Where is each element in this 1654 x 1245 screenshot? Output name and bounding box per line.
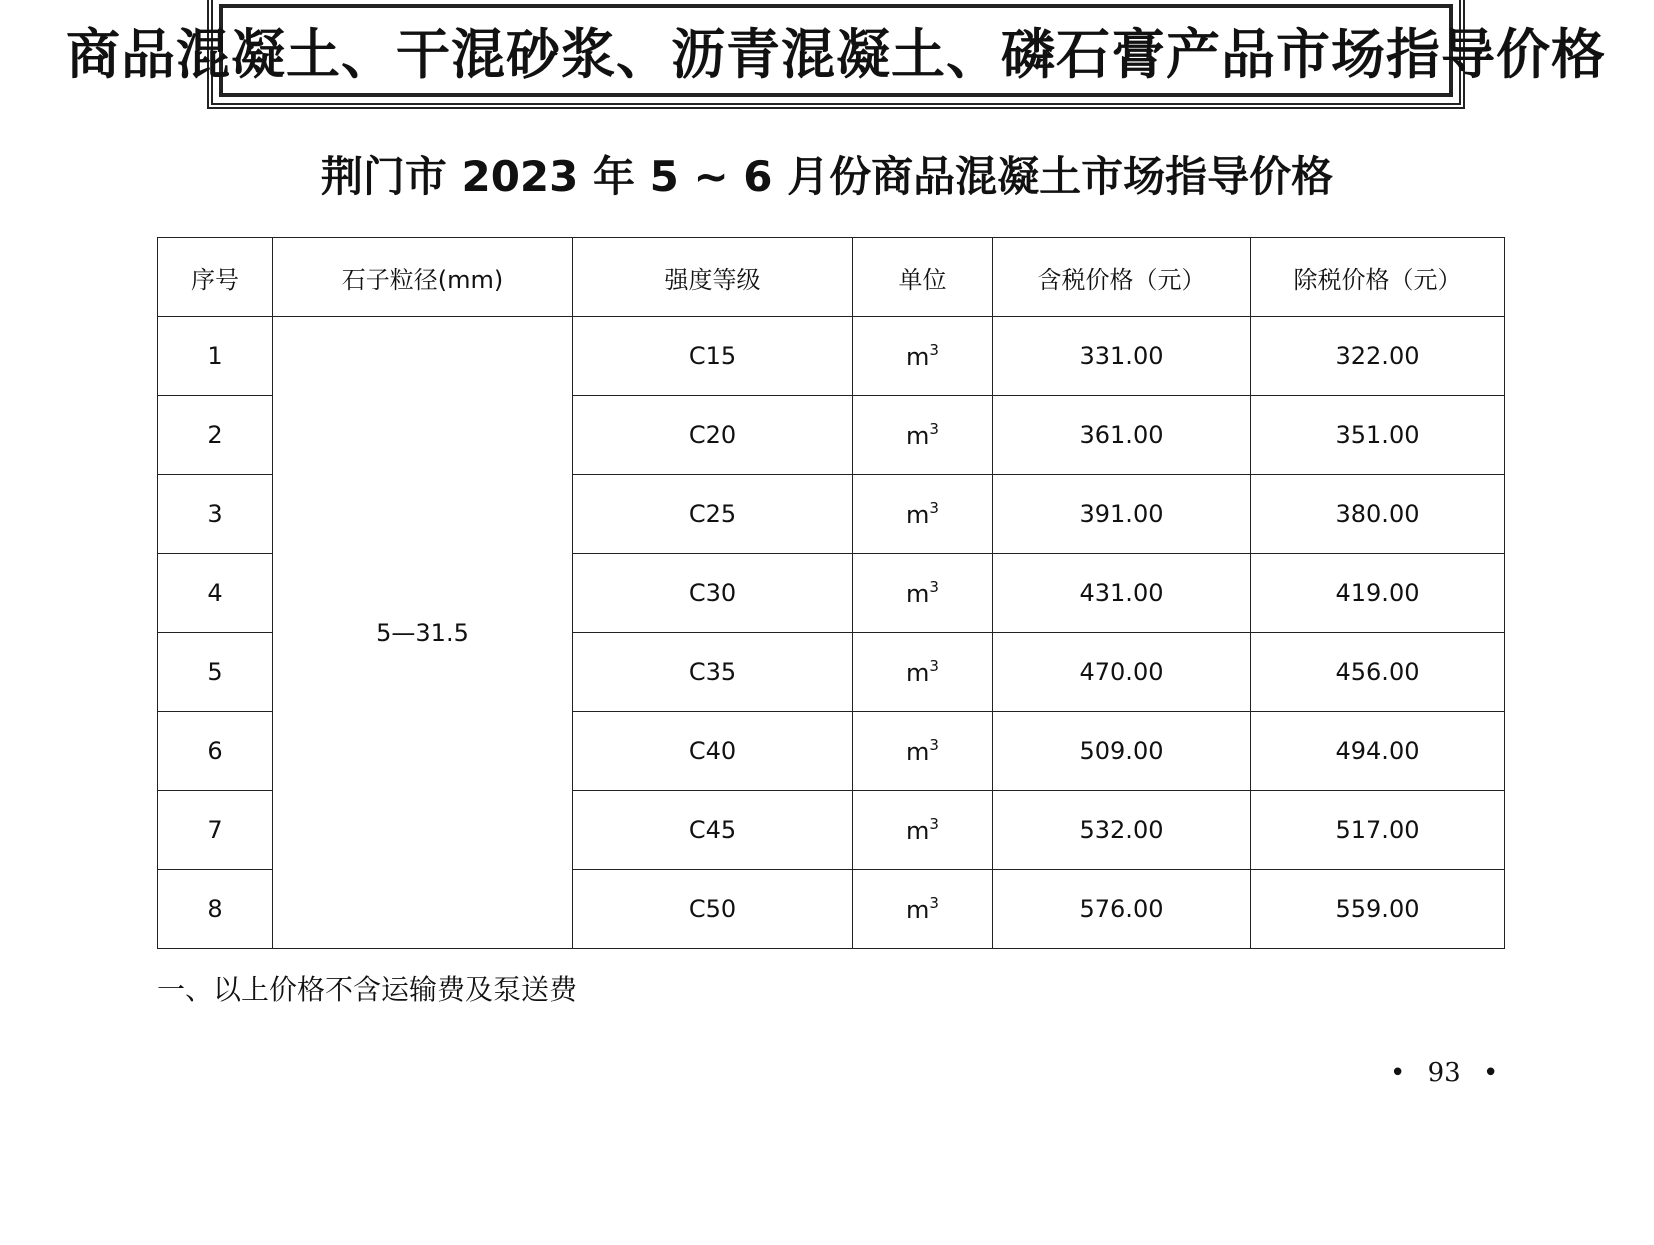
row-no: 4 <box>158 554 273 633</box>
table-title: 荆门市 2023 年 5 ~ 6 月份商品混凝土市场指导价格 <box>320 152 1334 201</box>
page-number: • 93 • <box>1390 1058 1499 1088</box>
row-no: 8 <box>158 870 273 949</box>
row-no: 5 <box>158 633 273 712</box>
row-unit: $m^3$ <box>853 554 993 633</box>
header-unit: 单位 <box>853 238 993 317</box>
row-no: 1 <box>158 317 273 396</box>
header-price-tax-excl: 除税价格（元） <box>1251 238 1505 317</box>
row-price-tax-excl: 456.00 <box>1251 633 1505 712</box>
header-strength-grade: 强度等级 <box>573 238 853 317</box>
row-price-tax-incl: 331.00 <box>993 317 1251 396</box>
row-grade: C30 <box>573 554 853 633</box>
row-unit: $m^3$ <box>853 633 993 712</box>
row-no: 7 <box>158 791 273 870</box>
table-header-row <box>158 238 1505 317</box>
row-unit: $m^3$ <box>853 396 993 475</box>
price-table <box>157 237 1505 949</box>
row-grade: C45 <box>573 791 853 870</box>
row-unit: $m^3$ <box>853 712 993 791</box>
row-no: 6 <box>158 712 273 791</box>
table-row <box>158 317 1505 396</box>
title-banner-frame <box>66 4 1606 97</box>
row-price-tax-incl: 470.00 <box>993 633 1251 712</box>
row-price-tax-incl: 431.00 <box>993 554 1251 633</box>
title-banner <box>66 0 1606 109</box>
row-grade: C15 <box>573 317 853 396</box>
row-price-tax-incl: 361.00 <box>993 396 1251 475</box>
row-price-tax-excl: 380.00 <box>1251 475 1505 554</box>
row-unit: $m^3$ <box>853 791 993 870</box>
row-grade: C35 <box>573 633 853 712</box>
row-no: 3 <box>158 475 273 554</box>
row-price-tax-incl: 391.00 <box>993 475 1251 554</box>
row-price-tax-excl: 322.00 <box>1251 317 1505 396</box>
row-unit: $m^3$ <box>853 870 993 949</box>
row-price-tax-excl: 494.00 <box>1251 712 1505 791</box>
row-price-tax-incl: 576.00 <box>993 870 1251 949</box>
header-aggregate-size: 石子粒径(mm) <box>273 238 573 317</box>
header-no: 序号 <box>158 238 273 317</box>
row-grade: C20 <box>573 396 853 475</box>
footnote: 一、以上价格不含运输费及泵送费 <box>157 973 578 1006</box>
row-unit: $m^3$ <box>853 475 993 554</box>
row-grade: C50 <box>573 870 853 949</box>
row-unit: $m^3$ <box>853 317 993 396</box>
header-price-tax-incl: 含税价格（元） <box>993 238 1251 317</box>
aggregate-size-cell: 5—31.5 <box>273 317 573 949</box>
row-price-tax-excl: 419.00 <box>1251 554 1505 633</box>
row-price-tax-excl: 517.00 <box>1251 791 1505 870</box>
row-price-tax-excl: 559.00 <box>1251 870 1505 949</box>
row-grade: C40 <box>573 712 853 791</box>
row-price-tax-excl: 351.00 <box>1251 396 1505 475</box>
row-grade: C25 <box>573 475 853 554</box>
banner-title: 商品混凝土、干混砂浆、沥青混凝土、磷石膏产品市场指导价格 <box>66 23 1606 86</box>
row-price-tax-incl: 532.00 <box>993 791 1251 870</box>
row-price-tax-incl: 509.00 <box>993 712 1251 791</box>
row-no: 2 <box>158 396 273 475</box>
